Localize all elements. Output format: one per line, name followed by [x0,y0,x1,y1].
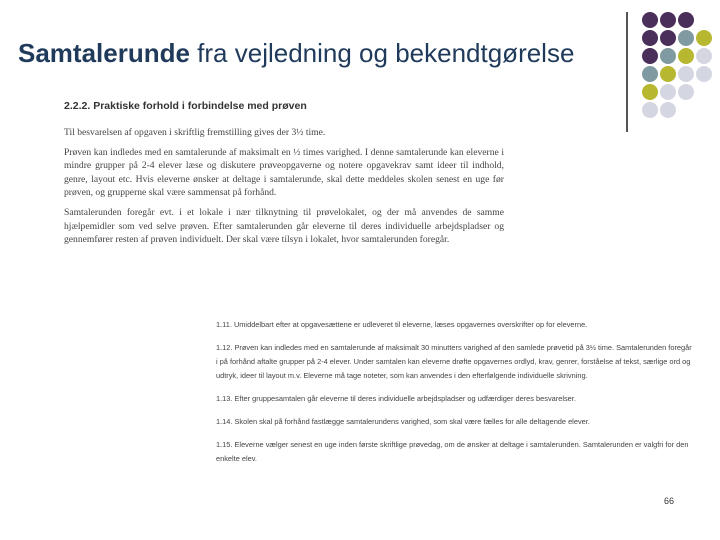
page-number: 66 [664,496,675,506]
dot-purple [642,48,658,64]
dot-purple [642,30,658,46]
divider-line [626,12,628,132]
dot-olive [696,30,712,46]
dot-purple [642,12,658,28]
dot-lavender [642,102,658,118]
excerpt-heading: 2.2.2. Praktiske forhold i forbindelse med prøven [64,100,307,112]
dot-lavender [696,66,712,82]
regulation-paragraph: 1.12. Prøven kan indledes med en samtalerunde af maksimalt 30 minutters varighed af den samlede prøvetid på 3½ time. Samtalerunden foregår i på forhånd aftalte grupper på 2-4 elever. Under samtalen kan eleverne drøfte opgavernes ordlyd, krav, genrer, forståelse af tekst, særlige ord og udtryk, ideer til layout m.v. Eleverne må tage noteter, som kan anvendes i den efterfølgende individuelle skrivning. [216,343,692,380]
dot-slate [678,30,694,46]
regulation-paragraph: 1.15. Eleverne vælger senest en uge inden første skriftlige prøvedag, om de ønsker at deltage i samtalerunden. Samtalerunden er valgfri for den enkelte elev. [216,440,689,463]
regulation-excerpt [216,318,694,475]
excerpt-paragraph: Til besvarelsen af opgaven i skriftlig fremstilling gives der 3½ time. [64,127,326,138]
decorative-dot-grid [640,10,716,120]
slide-title-rest: fra vejledning og bekendtgørelse [189,38,575,68]
dot-purple [660,30,676,46]
guideline-excerpt [64,100,504,253]
dot-olive [642,84,658,100]
dot-slate [642,66,658,82]
dot-lavender [660,84,676,100]
dot-lavender [696,48,712,64]
dot-lavender [678,66,694,82]
dot-purple [660,12,676,28]
dot-olive [678,48,694,64]
regulation-paragraph: 1.13. Efter gruppesamtalen går eleverne til deres individuelle arbejdspladser og udfærdiger deres besvarelser. [216,394,576,403]
excerpt-paragraph: Samtalerunden foregår evt. i et lokale i nær tilknytning til prøvelokalet, og der må anvendes de samme hjælpemidler som ved selve prøven. Efter samtalerunden går eleverne til deres individuelle arbejdspladser og gennemfører resten af prøven individuelt. Der skal være tilsyn i lokalet, hvor samtalerunden foregår. [64,206,504,246]
dot-purple [678,12,694,28]
dot-slate [660,48,676,64]
regulation-paragraph: 1.14. Skolen skal på forhånd fastlægge samtalerundens varighed, som skal være fælles for alle deltagende elever. [216,417,590,426]
regulation-paragraph: 1.11. Umiddelbart efter at opgavesættene er udleveret til eleverne, læses opgavernes overskrifter op for eleverne. [216,320,588,329]
slide-title-bold: Samtalerunde [18,38,190,68]
dot-lavender [678,84,694,100]
dot-lavender [660,102,676,118]
slide-title [18,38,574,69]
dot-olive [660,66,676,82]
excerpt-paragraph: Prøven kan indledes med en samtalerunde af maksimalt en ½ times varighed. I denne samtalerunde kan eleverne i mindre grupper på 2-4 elever læse og diskutere prøveopgaverne og notere opgavekrav samt ideer til indhold, genre, layout etc. Hvis eleverne ønsker at deltage i samtalerunde, skal dette meddeles skolen senest en uge før prøven, og grupperne skal være sammensat på forhånd. [64,146,504,199]
